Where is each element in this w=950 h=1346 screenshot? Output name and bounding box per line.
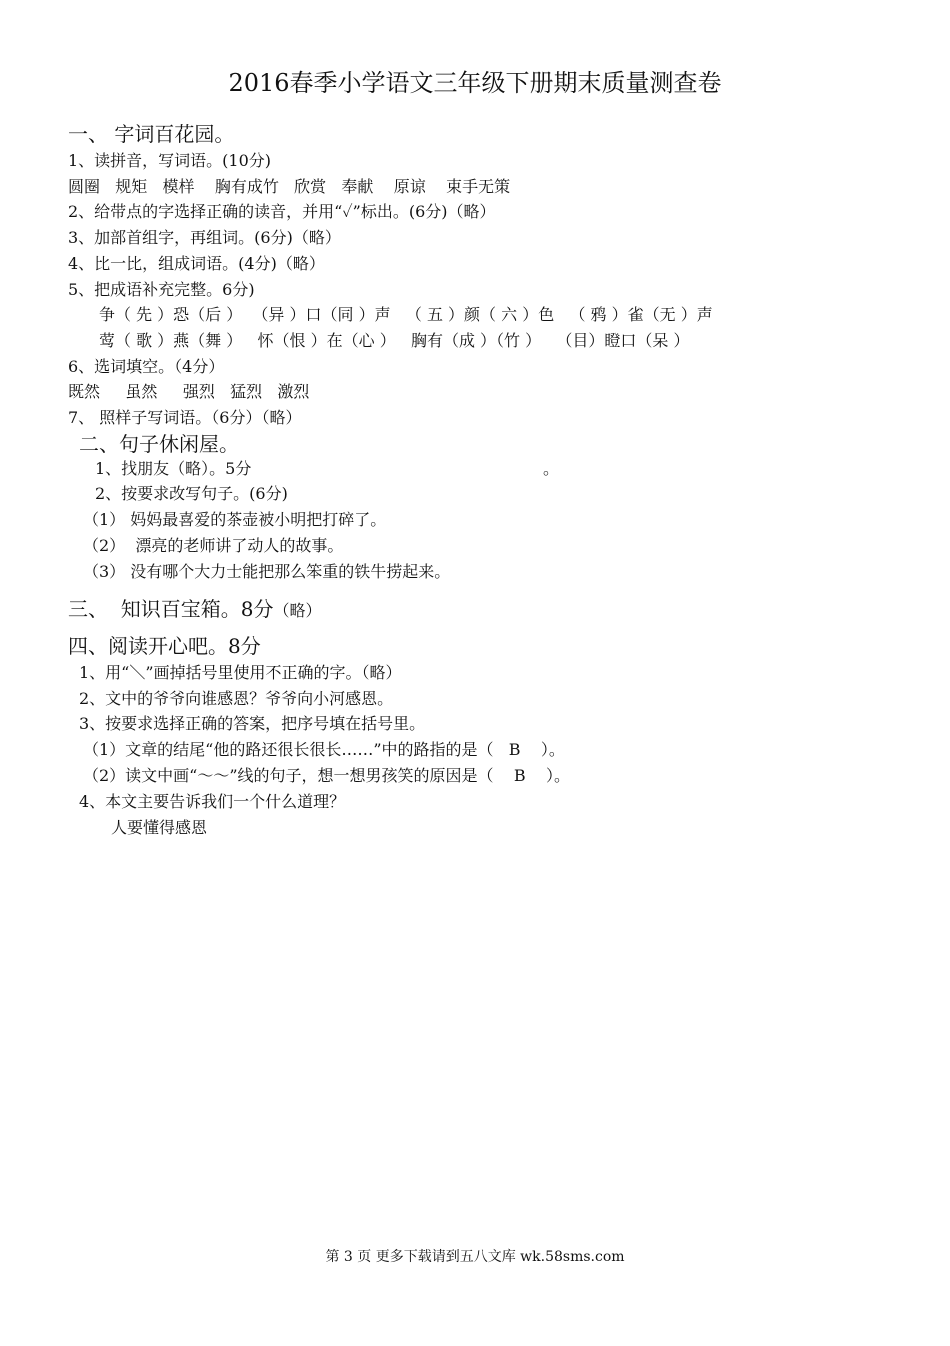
page-footer: 第 3 页 更多下载请到五八文库 wk.58sms.com <box>325 1249 625 1265</box>
section1-q7: 7、 照样子写词语。（6分）（略） <box>68 408 302 427</box>
section2-q2: 2、按要求改写句子。(6分) <box>95 484 288 503</box>
section1-q4: 4、比一比，组成词语。(4分)（略） <box>68 254 325 273</box>
section4-q3-1: （1）文章的结尾“他的路还很长很长……”中的路指的是（ B ）。 <box>83 740 565 759</box>
section1-q1: 1、读拼音，写词语。(10分) <box>68 151 272 170</box>
section4-q3: 3、按要求选择正确的答案，把序号填在括号里。 <box>79 714 426 733</box>
section1-q6: 6、选词填空。（4分） <box>68 357 225 376</box>
section2-sentence-3: （3） 没有哪个大力士能把那么笨重的铁牛捞起来。 <box>83 562 451 581</box>
page-title: 2016春季小学语文三年级下册期末质量测查卷 <box>228 69 722 97</box>
section4-q3-2: （2）读文中画“～～”线的句子，想一想男孩笑的原因是（ B ）。 <box>83 766 570 785</box>
section1-q5-row1: 争（ 先 ）恐（后 ） （异 ）口（同 ）声 （ 五 ）颜（ 六 ）色 （ 鸦 ）雀（无 ）声 <box>99 305 713 324</box>
section4-q4-answer: 人要懂得感恩 <box>111 818 208 837</box>
section1-q1-answer: 圆圈 规矩 模样 胸有成竹 欣赏 奉献 原谅 束手无策 <box>68 177 511 196</box>
section2-heading: 二、句子休闲屋。 <box>79 432 239 456</box>
section2-q1-mark: 。 <box>543 459 560 478</box>
section1-q6-answer: 既然 虽然 强烈 猛烈 激烈 <box>68 382 310 401</box>
section1-q2: 2、给带点的字选择正确的读音，并用“✓”标出。(6分)（略） <box>68 202 496 221</box>
section1-q5-row2: 莺（ 歌 ）燕（舞 ） 怀（恨 ）在（心 ） 胸有（成 ）（竹 ） （目）瞪口（呆 ） <box>99 331 690 350</box>
section4-q1: 1、用“＼”画掉括号里使用不正确的字。（略） <box>79 663 402 682</box>
section1-q5: 5、把成语补充完整。6分) <box>68 280 255 299</box>
section1-q3: 3、加部首组字，再组词。(6分)（略） <box>68 228 341 247</box>
section2-q1: 1、找朋友（略）。5分 <box>95 459 252 478</box>
section2-sentence-2: （2） 漂亮的老师讲了动人的故事。 <box>83 536 344 555</box>
section1-heading: 一、 字词百花园。 <box>68 122 235 146</box>
section4-heading: 四、阅读开心吧。8分 <box>68 634 261 658</box>
section3-heading <box>68 595 321 625</box>
section4-q2: 2、文中的爷爷向谁感恩？爷爷向小河感恩。 <box>79 689 394 708</box>
section4-q4: 4、本文主要告诉我们一个什么道理？ <box>79 792 346 811</box>
section3-note: （略） <box>273 601 322 620</box>
section2-sentence-1: （1） 妈妈最喜爱的茶壶被小明把打碎了。 <box>83 510 387 529</box>
section3-heading-text: 三、 知识百宝箱。8分 <box>68 597 274 621</box>
